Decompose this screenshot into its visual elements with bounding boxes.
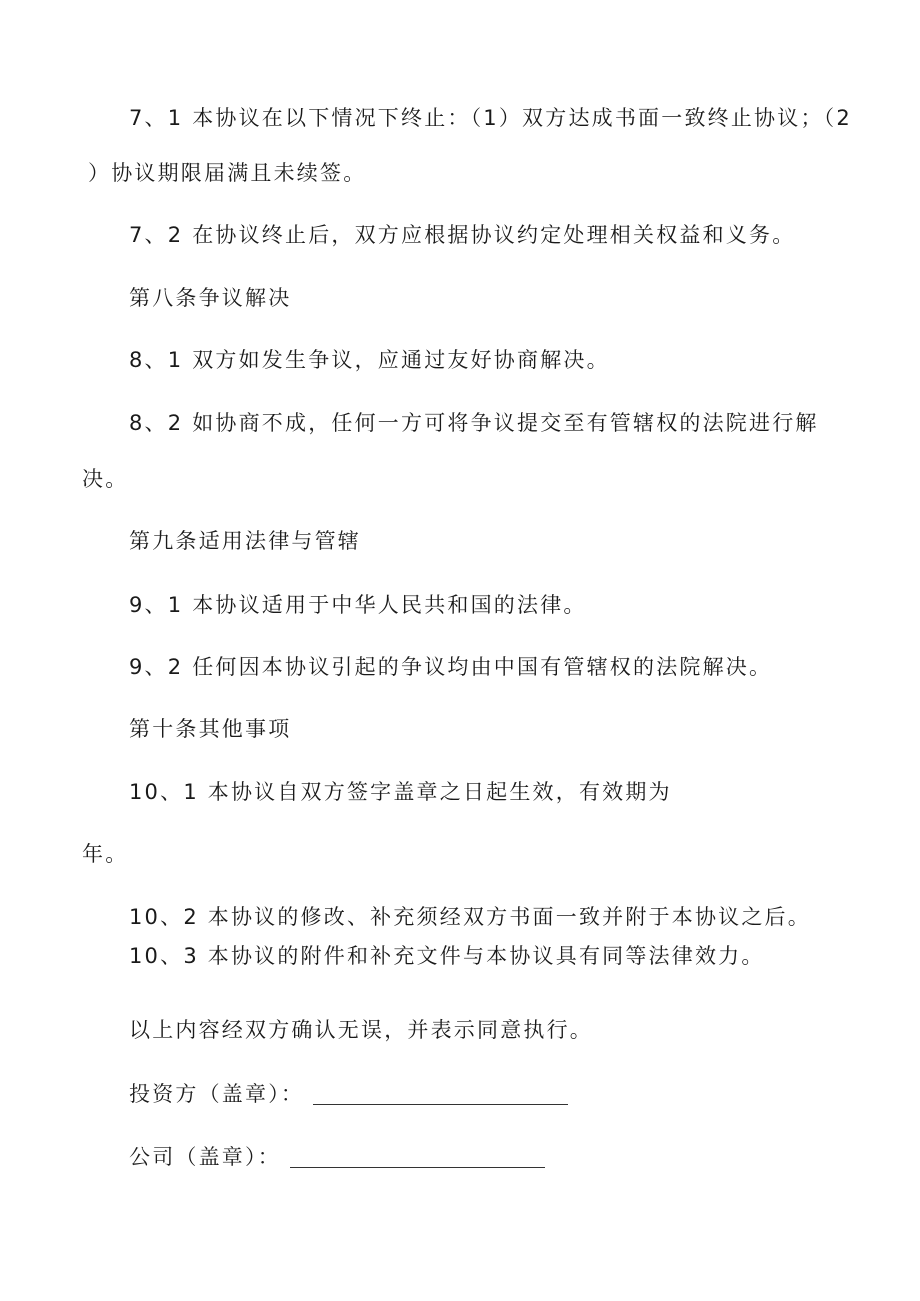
company-signature-line[interactable] [290, 1145, 545, 1168]
company-seal-label: 公司（盖章）： [129, 1145, 281, 1169]
investor-seal-label: 投资方（盖章）： [129, 1082, 305, 1106]
clause-10-2: 10、2 本协议的修改、补充须经双方书面一致并附于本协议之后。 [129, 905, 811, 929]
clause-8-1: 8、1 双方如发生争议，应通过友好协商解决。 [129, 348, 610, 372]
article-8-heading: 第八条争议解决 [129, 286, 292, 310]
clause-10-3: 10、3 本协议的附件和补充文件与本协议具有同等法律效力。 [129, 944, 765, 968]
article-9-heading: 第九条适用法律与管辖 [129, 529, 361, 553]
article-10-heading: 第十条其他事项 [129, 717, 292, 741]
clause-8-2-line-1: 8、2 如协商不成，任何一方可将争议提交至有管辖权的法院进行解 [129, 411, 819, 435]
clause-7-1-line-1: 7、1 本协议在以下情况下终止：（1）双方达成书面一致终止协议；（2 [129, 106, 852, 130]
clause-10-1-line-2: 年。 [82, 842, 129, 866]
clause-7-1-line-2: ）协议期限届满且未续签。 [88, 161, 367, 185]
clause-8-2-line-2: 决。 [82, 467, 129, 491]
company-signature-row [129, 1141, 545, 1171]
clause-9-1: 9、1 本协议适用于中华人民共和国的法律。 [129, 593, 587, 617]
confirmation-statement: 以上内容经双方确认无误，并表示同意执行。 [129, 1018, 593, 1042]
clause-9-2: 9、2 任何因本协议引起的争议均由中国有管辖权的法院解决。 [129, 655, 773, 679]
investor-signature-row [129, 1078, 568, 1108]
clause-7-2: 7、2 在协议终止后，双方应根据协议约定处理相关权益和义务。 [129, 223, 796, 247]
clause-10-1-line-1: 10、1 本协议自双方签字盖章之日起生效，有效期为 [129, 780, 672, 804]
investor-signature-line[interactable] [313, 1082, 568, 1105]
